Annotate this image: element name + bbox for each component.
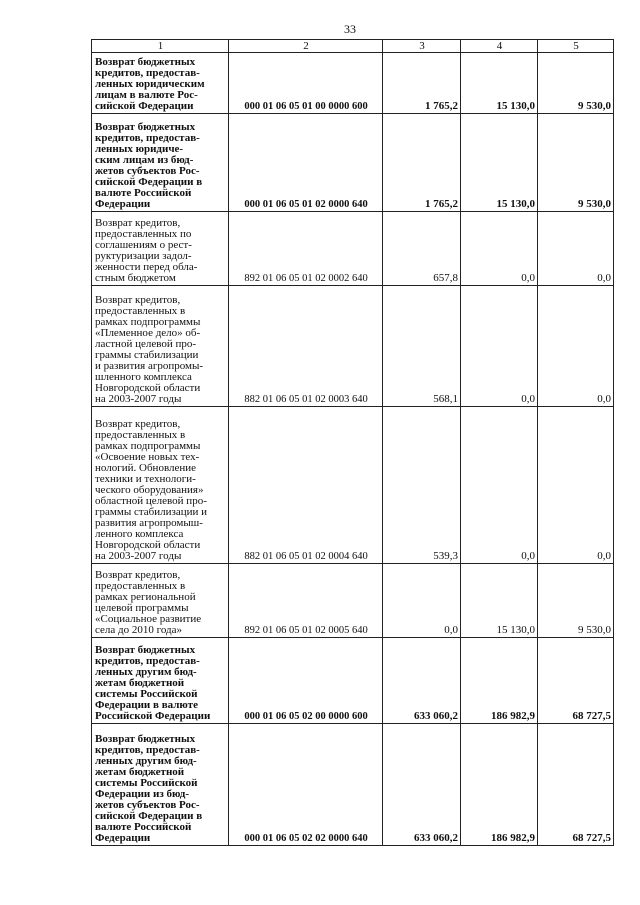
header-col-2: 2 bbox=[229, 40, 383, 53]
row-name: Возврат кредитов, предоставленных в рамках региональной целевой программы «Социальное развитие села до 2010 года» bbox=[92, 564, 229, 638]
row-col3: 568,1 bbox=[383, 286, 461, 407]
row-col3: 0,0 bbox=[383, 564, 461, 638]
page-number: 33 bbox=[344, 22, 356, 36]
row-col3: 539,3 bbox=[383, 407, 461, 564]
header-col-4: 4 bbox=[461, 40, 538, 53]
row-col4: 186 982,9 bbox=[461, 724, 538, 846]
row-col4: 186 982,9 bbox=[461, 638, 538, 724]
budget-table bbox=[91, 39, 614, 846]
row-code: 892 01 06 05 01 02 0005 640 bbox=[229, 564, 383, 638]
row-code: 882 01 06 05 01 02 0003 640 bbox=[229, 286, 383, 407]
table-row bbox=[92, 212, 614, 286]
table-row bbox=[92, 407, 614, 564]
header-col-5: 5 bbox=[538, 40, 614, 53]
header-col-3: 3 bbox=[383, 40, 461, 53]
row-col5: 9 530,0 bbox=[538, 564, 614, 638]
row-col5: 9 530,0 bbox=[538, 114, 614, 212]
row-code: 000 01 06 05 02 00 0000 600 bbox=[229, 638, 383, 724]
table-header-row bbox=[92, 40, 614, 53]
row-col3: 1 765,2 bbox=[383, 114, 461, 212]
table-row bbox=[92, 724, 614, 846]
table-row bbox=[92, 564, 614, 638]
table-row bbox=[92, 638, 614, 724]
table-row bbox=[92, 53, 614, 114]
row-name: Возврат кредитов, предоставленных по соглашениям о рест- руктуризации задол- женности перед обла- стным бюджетом bbox=[92, 212, 229, 286]
header-col-1: 1 bbox=[92, 40, 229, 53]
row-name: Возврат бюджетных кредитов, предостав- ленных юридическим лицам в валюте Рос- сийской Федерации bbox=[92, 53, 229, 114]
row-code: 892 01 06 05 01 02 0002 640 bbox=[229, 212, 383, 286]
row-col4: 0,0 bbox=[461, 212, 538, 286]
row-name: Возврат бюджетных кредитов, предостав- ленных другим бюд- жетам бюджетной системы Российской Федерации из бюд- жетов субъектов Рос- сийской Федерации в валюте Российской Федерации bbox=[92, 724, 229, 846]
row-code: 882 01 06 05 01 02 0004 640 bbox=[229, 407, 383, 564]
table-row bbox=[92, 286, 614, 407]
row-col4: 15 130,0 bbox=[461, 53, 538, 114]
row-code: 000 01 06 05 02 02 0000 640 bbox=[229, 724, 383, 846]
row-code: 000 01 06 05 01 02 0000 640 bbox=[229, 114, 383, 212]
row-col3: 633 060,2 bbox=[383, 638, 461, 724]
row-name: Возврат кредитов, предоставленных в рамках подпрограммы «Освоение новых тех- нологий. Обновление техники и технологи- ческого оборудования» областной целевой про- граммы стабилизации и развития агропромыш- ленного комплекса Новгородской области на 2003-2007 годы bbox=[92, 407, 229, 564]
row-col5: 68 727,5 bbox=[538, 638, 614, 724]
row-col3: 657,8 bbox=[383, 212, 461, 286]
row-col4: 15 130,0 bbox=[461, 564, 538, 638]
table-row bbox=[92, 114, 614, 212]
row-col5: 68 727,5 bbox=[538, 724, 614, 846]
row-col5: 0,0 bbox=[538, 212, 614, 286]
row-col5: 9 530,0 bbox=[538, 53, 614, 114]
row-col5: 0,0 bbox=[538, 286, 614, 407]
row-col4: 15 130,0 bbox=[461, 114, 538, 212]
row-code: 000 01 06 05 01 00 0000 600 bbox=[229, 53, 383, 114]
row-col3: 633 060,2 bbox=[383, 724, 461, 846]
row-col4: 0,0 bbox=[461, 286, 538, 407]
row-col4: 0,0 bbox=[461, 407, 538, 564]
row-name: Возврат бюджетных кредитов, предостав- ленных юридиче- ским лицам из бюд- жетов субъектов Рос- сийской Федерации в валюте Российской Федерации bbox=[92, 114, 229, 212]
row-name: Возврат бюджетных кредитов, предостав- ленных другим бюд- жетам бюджетной системы Российской Федерации в валюте Российской Федерации bbox=[92, 638, 229, 724]
row-col3: 1 765,2 bbox=[383, 53, 461, 114]
row-col5: 0,0 bbox=[538, 407, 614, 564]
row-name: Возврат кредитов, предоставленных в рамках подпрограммы «Племенное дело» об- ластной целевой про- граммы стабилизации и развития агропромы- шленного комплекса Новгородской области на 2003-2007 годы bbox=[92, 286, 229, 407]
